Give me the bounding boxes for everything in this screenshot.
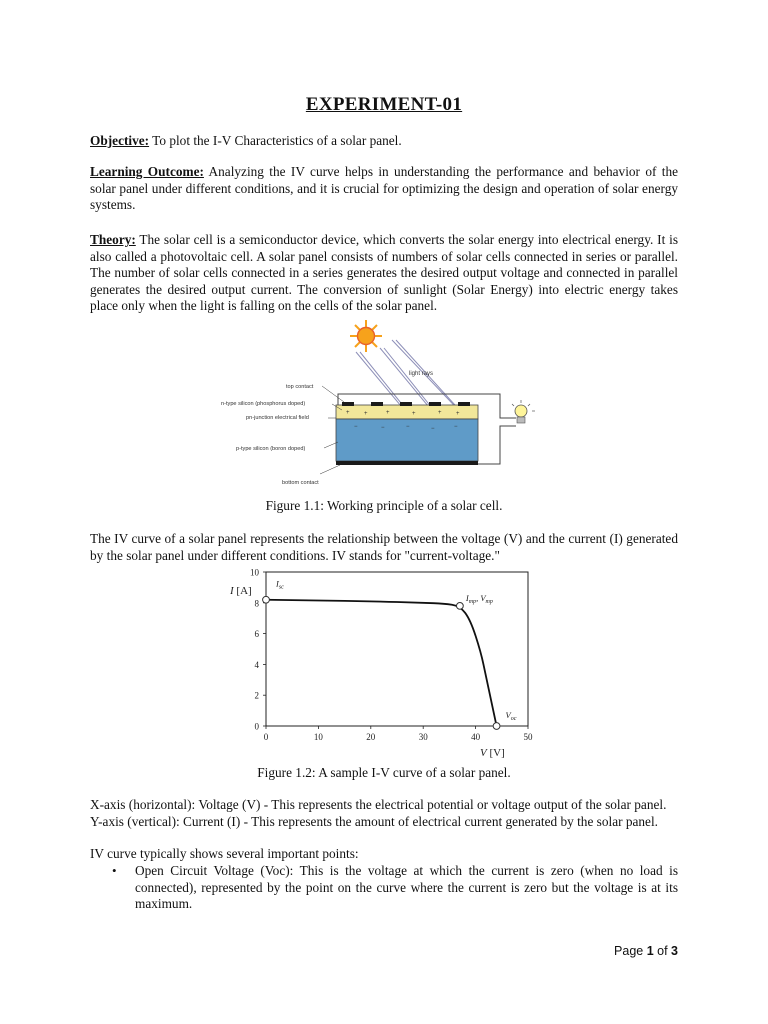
- label-pn-junction: pn-junction electrical field: [246, 415, 309, 421]
- label-p-type: p-type silicon (boron doped): [236, 446, 306, 452]
- y-tick-label: 4: [254, 659, 259, 670]
- svg-text:+: +: [346, 410, 350, 416]
- objective-label: Objective:: [90, 133, 150, 148]
- bullet-open-circuit-voltage: Open Circuit Voltage (Voc): This is the voltage at which the current is zero (when no load is connected), represented by the point on the curve where the current is zero but the voltage is at its maximum.: [135, 863, 678, 912]
- svg-text:+: +: [412, 411, 416, 417]
- plot-frame: [266, 572, 528, 726]
- iv-series-line: [266, 600, 497, 726]
- svg-text:−: −: [454, 424, 458, 430]
- theory-paragraph: [90, 232, 678, 315]
- y-tick-label: 0: [254, 721, 259, 732]
- curve-point-label: $I_{mp}$, $V_{mp}$: [465, 592, 493, 605]
- bullet-marker: •: [112, 863, 117, 878]
- svg-text:+: +: [438, 410, 442, 416]
- footer-of-word: of: [653, 944, 672, 958]
- figure-1-caption: Figure 1.1: Working principle of a solar cell.: [265, 498, 503, 513]
- theory-label: Theory:: [90, 232, 136, 247]
- y-axis-description: Y-axis (vertical): Current (I) - This represents the amount of electrical current generated by the solar panel.: [90, 814, 658, 829]
- svg-text:−: −: [381, 425, 385, 431]
- curve-point-marker: [263, 596, 270, 603]
- x-tick-label: 30: [418, 732, 428, 742]
- objective-text: To plot the I-V Characteristics of a solar panel.: [149, 133, 402, 148]
- footer-page-word: Page: [614, 944, 647, 958]
- page-title: EXPERIMENT-01: [305, 94, 463, 115]
- x-axis-description: X-axis (horizontal): Voltage (V) - This represents the electrical potential or voltage output of the solar panel.: [90, 797, 667, 812]
- curve-point-label: $V_{oc}$: [505, 710, 517, 722]
- label-bottom-contact: bottom contact: [282, 480, 319, 486]
- x-tick-label: 20: [366, 732, 376, 742]
- page-footer: [614, 944, 678, 958]
- points-intro: IV curve typically shows several important points:: [90, 846, 359, 861]
- label-top-contact: top contact: [286, 384, 314, 390]
- light-bulb-icon: [512, 400, 535, 423]
- x-tick-label: 40: [471, 732, 481, 742]
- curve-point-label: $I_{sc}$: [276, 578, 284, 591]
- label-n-type: n-type silicon (phosphorus doped): [221, 401, 306, 407]
- svg-text:+: +: [364, 411, 368, 417]
- svg-text:−: −: [431, 426, 435, 432]
- x-tick-label: 0: [263, 732, 269, 742]
- y-tick-label: 10: [250, 567, 259, 578]
- solar-cell-diagram: [216, 318, 552, 494]
- x-tick-label: 10: [313, 732, 323, 742]
- x-tick-label: 50: [523, 732, 533, 742]
- learning-outcome-paragraph: [90, 164, 678, 214]
- label-light-rays: light rays: [409, 371, 434, 377]
- iv-intro-paragraph: The IV curve of a solar panel represents the relationship between the voltage (V) and the current (I) generated by the solar panel under different conditions. IV stands for "current-voltage.": [90, 531, 678, 563]
- theory-text: The solar cell is a semiconductor device, which converts the solar energy into electrical energy. It is also called a photovoltaic cell. A solar panel consists of numbers of solar cells connected in series or parallel. The number of solar cells connected in a series generates the desired output voltage and connected in parallel generates the desired output current. The conversion of sunlight (Solar Energy) into electric energy takes place only when the light is falling on the cells of the solar panel.: [90, 232, 678, 314]
- objective-paragraph: [90, 133, 678, 150]
- svg-text:+: +: [386, 410, 390, 416]
- footer-total-pages: 3: [671, 944, 678, 958]
- figure-2-caption: Figure 1.2: A sample I-V curve of a solar panel.: [257, 765, 511, 780]
- y-tick-label: 2: [254, 690, 259, 701]
- bottom-contact-bar: [336, 461, 478, 465]
- footer-current-page: 1: [646, 944, 654, 958]
- curve-point-marker: [456, 602, 463, 609]
- svg-text:−: −: [406, 424, 410, 430]
- y-tick-label: 6: [254, 629, 259, 640]
- y-tick-label: 8: [254, 598, 259, 609]
- circuit-wire-bottom: [478, 426, 516, 464]
- y-axis-label: I [A]: [230, 585, 252, 597]
- x-axis-label: V [V]: [480, 747, 505, 759]
- svg-text:+: +: [456, 411, 460, 417]
- curve-point-marker: [493, 723, 500, 730]
- sun-icon: [350, 320, 382, 352]
- iv-curve-chart: [226, 566, 542, 762]
- learning-outcome-text: Analyzing the IV curve helps in understanding the performance and behavior of the solar panel under different conditions, and it is crucial for optimizing the design and operation of solar energy systems.: [90, 164, 678, 213]
- svg-text:−: −: [354, 424, 358, 430]
- learning-outcome-label: Learning Outcome:: [90, 164, 204, 179]
